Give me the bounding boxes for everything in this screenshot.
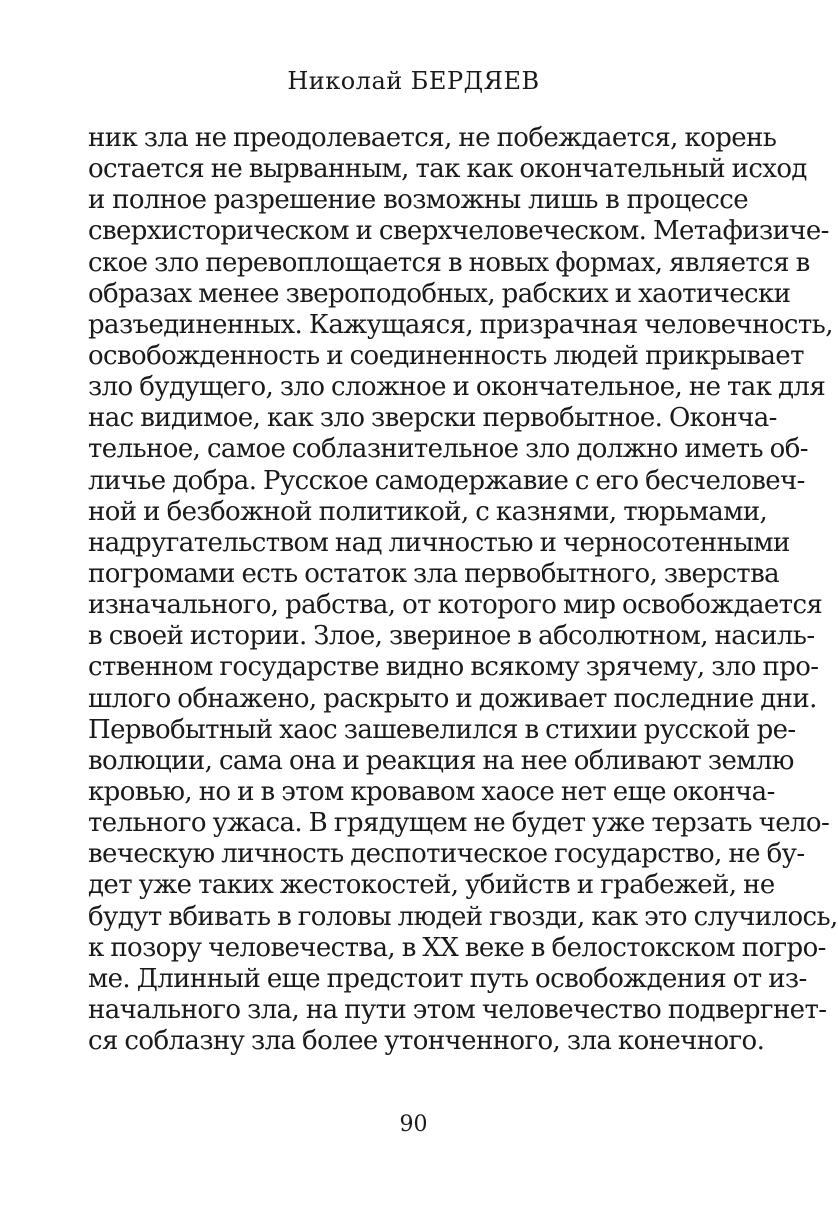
text-line: ственном государстве видно всякому зрячему, зло про- xyxy=(88,652,819,683)
text-line: ме. Длинный еще предстоит путь освобождения от из- xyxy=(88,963,807,994)
text-line: ся соблазну зла более утонченного, зла конечного. xyxy=(88,1026,765,1057)
author-first-name: Николай xyxy=(287,67,403,95)
text-line: образах менее звероподобных, рабских и хаотически xyxy=(88,278,791,309)
text-line: веческую личность деспотическое государство, не бу- xyxy=(88,839,805,870)
text-line: в своей истории. Злое, звериное в абсолютном, насиль- xyxy=(88,621,815,652)
text-line: зло будущего, зло сложное и окончательное, не так для xyxy=(88,372,826,403)
text-line: нас видимое, как зло зверски первобытное. Оконча- xyxy=(88,403,777,434)
text-line: остается не вырванным, так как окончательный исход xyxy=(88,154,807,185)
author-surname: БЕРДЯЕВ xyxy=(410,67,540,95)
text-line: ной и безбожной политикой, с казнями, тюрьмами, xyxy=(88,496,768,527)
text-line: дет уже таких жестокостей, убийств и грабежей, не xyxy=(88,870,775,901)
text-line: волюции, сама она и реакция на нее обливают землю xyxy=(88,745,794,776)
text-line: ник зла не преодолевается, не побеждается, корень xyxy=(88,123,777,153)
text-line: ское зло перевоплощается в новых формах, является в xyxy=(88,247,810,278)
text-line: будут вбивать в головы людей гвозди, как это случилось, xyxy=(88,901,838,932)
text-line: начального зла, на пути этом человечество подвергнет- xyxy=(88,994,827,1025)
text-line: погромами есть остаток зла первобытного, зверства xyxy=(88,558,780,589)
text-line: изначального, рабства, от которого мир освобождается xyxy=(88,590,823,621)
body-text xyxy=(88,123,838,1057)
text-line: и полное разрешение возможны лишь в процессе xyxy=(88,185,748,216)
text-line: тельное, самое соблазнительное зло должно иметь об- xyxy=(88,434,808,465)
text-line: к позору человечества, в XX веке в белостокском погро- xyxy=(88,932,826,963)
page-number: 90 xyxy=(399,1112,428,1137)
text-line: освобожденность и соединенность людей прикрывает xyxy=(88,340,804,371)
text-line: личье добра. Русское самодержавие с его бесчеловеч- xyxy=(88,465,805,496)
running-head xyxy=(0,67,827,95)
text-line: шлого обнажено, раскрыто и доживает последние дни. xyxy=(88,683,817,714)
text-line: разъединенных. Кажущаяся, призрачная человечность, xyxy=(88,309,833,340)
text-line: надругательством над личностью и черносотенными xyxy=(88,527,790,558)
text-line: кровью, но и в этом кровавом хаосе нет еще оконча- xyxy=(88,776,775,807)
text-line: тельного ужаса. В грядущем не будет уже терзать чело- xyxy=(88,808,830,839)
text-line: Первобытный хаос зашевелился в стихии русской ре- xyxy=(88,714,796,745)
text-line: сверхисторическом и сверхчеловеческом. Метафизиче- xyxy=(88,216,829,247)
